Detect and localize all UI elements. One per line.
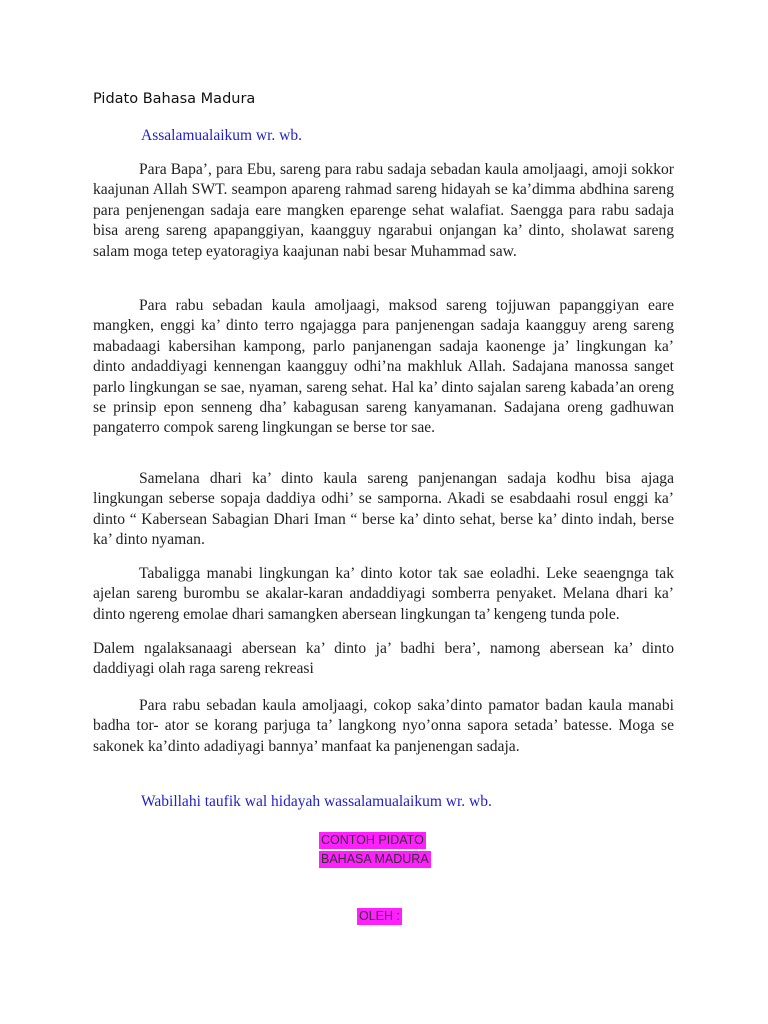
highlight-title-line-2: BAHASA MADURA bbox=[321, 852, 429, 866]
closing-greeting: Wabillahi taufik wal hidayah wassalamualaikum wr. wb. bbox=[141, 793, 492, 810]
paragraph-4: Tabaligga manabi lingkungan ka’ dinto kotor tak sae eoladhi. Leke seaengnga tak ajelan sareng burombu se akalar-karan andaddiyagi somberra penyaket. Melana dhari ka’ dinto ngereng emolae dhari samangken abersean lingkungan ta’ kengeng tunda pole. bbox=[93, 565, 674, 623]
highlight-title-line-1: CONTOH PIDATO bbox=[321, 833, 424, 847]
highlight-author-label: OLEH : bbox=[359, 909, 400, 923]
paragraph-1: Para Bapa’, para Ebu, sareng para rabu sadaja sebadan kaula amoljaagi, amoji sokkor kaajunan Allah SWT. seampon apareng rahmad sareng hidayah se ka’dimma abdhina sareng para penjenengan sadaja eare mangken eparenge sehat walafiat. Saengga para rabu sadaja bisa areng sareng apapanggiyan, kaangguy ngarabui onjangan ka’ dinto, sholawat sareng salam moga tetep eyatoragiya kaajunan nabi besar Muhammad saw. bbox=[93, 161, 674, 260]
opening-greeting: Assalamualaikum wr. wb. bbox=[141, 127, 303, 144]
paragraph-6: Para rabu sebadan kaula amoljaagi, cokop saka’dinto pamator badan kaula manabi badha tor- ator se korang parjuga ta’ langkong nyo’onna sapora setada’ batesse. Moga se sakonek ka’dinto adadiyagi bannya’ manfaat ka panjenengan sadaja. bbox=[93, 697, 674, 755]
paragraph-5: Dalem ngalaksanaagi abersean ka’ dinto ja’ badhi bera’, namong abersean ka’ dinto daddiyagi olah raga sareng rekreasi bbox=[93, 640, 674, 678]
paragraph-3: Samelana dhari ka’ dinto kaula sareng panjenangan sadaja kodhu bisa ajaga lingkungan seberse sopaja daddiya odhi’ se samporna. Akadi se esabdaahi rosul enggi ka’ dinto “ Kabersean Sabagian Dhari Iman “ berse ka’ dinto sehat, berse ka’ dinto indah, berse ka’ dinto nyaman. bbox=[93, 470, 674, 549]
paragraph-2: Para rabu sebadan kaula amoljaagi, maksod sareng tojjuwan papanggiyan eare mangken, enggi ka’ dinto terro ngajagga para panjenengan sadaja kaangguy areng sareng mabadaagi kabersihan kampong, parlo panjanengan sadaja kaonenge ja’ lingkungan ka’ dinto andaddiyagi kennengan kaangguy odhi’na makhluk Allah. Sadajana manossa sanget parlo lingkungan se sae, nyaman, sareng sehat. Hal ka’ dinto sajalan sareng kabada’an oreng se prinsip epon senneng dha’ kabagusan sareng kanyamanan. Sadajana oreng gadhuwan pangaterro compok sareng lingkungan se berse tor sae. bbox=[93, 297, 674, 437]
document-title: Pidato Bahasa Madura bbox=[93, 91, 256, 107]
